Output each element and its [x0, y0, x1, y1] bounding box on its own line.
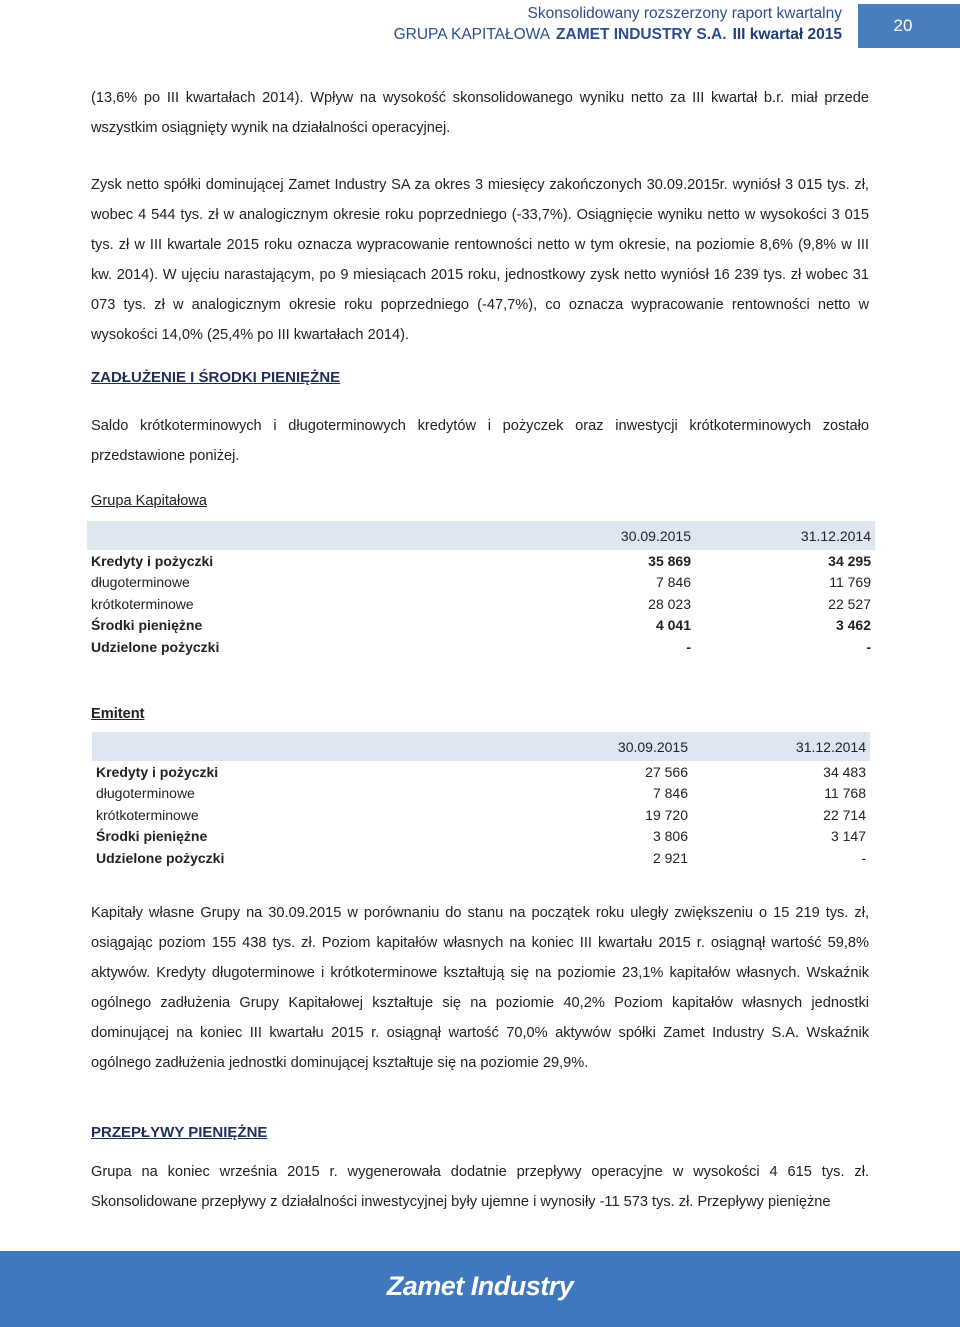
row-label: Udzielone pożyczki	[91, 638, 220, 655]
paragraph-operating-result: (13,6% po III kwartałach 2014). Wpływ na wysokość skonsolidowanego wyniku netto za III kwartał b.r. miał przede wszystkim osiągnięty wynik na działalności operacyjnej.	[91, 90, 869, 136]
table-header-row	[87, 521, 875, 550]
row-label: krótkoterminowe	[96, 806, 199, 823]
cell-value: 22 527	[828, 595, 871, 612]
cell-value: -	[686, 638, 691, 655]
cell-value: 27 566	[645, 763, 688, 780]
row-label: Udzielone pożyczki	[96, 849, 225, 866]
paragraph-cashflow: Grupa na koniec września 2015 r. wygenerowała dodatnie przepływy operacyjne w wysokości 4 615 tys. zł. Skonsolidowane przepływy z działalności inwestycyjnej były ujemne i wynosiły -11 573 tys. zł. Przepływy pieniężne	[91, 1164, 869, 1210]
table-row	[92, 804, 870, 826]
cell-value: 3 806	[652, 828, 688, 845]
cell-value: 11 769	[829, 574, 871, 591]
report-title: Skonsolidowany rozszerzony raport kwartalny	[527, 5, 842, 22]
paragraph-equity: Kapitały własne Grupy na 30.09.2015 w porównaniu do stanu na początek roku uległy zwiększeniu o 15 219 tys. zł, osiągając poziom 155 438 tys. zł. Poziom kapitałów własnych na koniec III kwartału 2015 r. osiągnął wartość 59,8% aktywów. Kredyty długoterminowe i krótkoterminowe kształtują się na poziomie 23,1% kapitałów własnych. Wskaźnik ogólnego zadłużenia Grupy Kapitałowej kształtuje się na poziomie 40,2% Poziom kapitałów własnych jednostki dominującej na koniec III kwartału 2015 r. osiągnął wartość 70,0% aktywów spółki Zamet Industry S.A. Wskaźnik ogólnego zadłużenia jednostki dominującej kształtuje się na poziomie 29,9%.	[91, 905, 869, 1071]
cell-value: 35 869	[648, 552, 691, 569]
column-header: 30.09.2015	[512, 732, 692, 761]
cell-value: 11 768	[824, 785, 866, 802]
group-debt-table	[87, 521, 875, 658]
table-header-row	[92, 732, 870, 761]
issuer-debt-table	[92, 732, 870, 869]
debt-cash-heading: ZADŁUŻENIE I ŚRODKI PIENIĘŻNE	[91, 369, 341, 386]
table-row	[92, 761, 870, 783]
company-logo: Zamet Industry	[386, 1271, 574, 1301]
cell-value: 28 023	[648, 595, 691, 612]
row-label: Kredyty i pożyczki	[91, 552, 214, 569]
row-label: długoterminowe	[91, 574, 190, 591]
cell-value: -	[861, 849, 866, 866]
cell-value: 7 846	[655, 574, 691, 591]
cell-value: 19 720	[645, 806, 688, 823]
column-header: 30.09.2015	[527, 521, 695, 550]
cell-value: 34 483	[823, 763, 866, 780]
row-label: długoterminowe	[96, 785, 195, 802]
cashflow-heading: PRZEPŁYWY PIENIĘŻNE	[91, 1124, 268, 1141]
column-header: 31.12.2014	[695, 521, 875, 550]
cell-value: 34 295	[828, 552, 871, 569]
table-row	[87, 615, 875, 637]
header-subtitle	[394, 26, 842, 44]
cell-value: 22 714	[823, 806, 866, 823]
cell-value: 3 462	[835, 617, 871, 634]
cell-value: 2 921	[652, 849, 688, 866]
group-table-subheading: Grupa Kapitałowa	[91, 493, 208, 509]
group-label: GRUPA KAPITAŁOWA	[393, 26, 551, 43]
company-name: ZAMET INDUSTRY S.A.	[556, 26, 727, 43]
issuer-table-subheading: Emitent	[91, 706, 145, 722]
cell-value: 3 147	[830, 828, 866, 845]
cell-value: -	[866, 638, 871, 655]
table-row	[87, 550, 875, 572]
table-row	[92, 847, 870, 869]
table-row	[92, 826, 870, 848]
table-row	[87, 636, 875, 658]
table-row	[87, 593, 875, 615]
paragraph-parent-net-profit: Zysk netto spółki dominującej Zamet Industry SA za okres 3 miesięcy zakończonych 30.09.2015r. wyniósł 3 015 tys. zł, wobec 4 544 tys. zł w analogicznym okresie roku poprzedniego (-33,7%). Osiągnięcie wyniku netto w wysokości 3 015 tys. zł w III kwartale 2015 roku oznacza wypracowanie rentowności netto w tym okresie, na poziomie 8,6% (9,8% w III kw. 2014). W ujęciu narastającym, po 9 miesiącach 2015 roku, jednostkowy zysk netto wyniósł 16 239 tys. zł wobec 31 073 tys. zł w analogicznym okresie roku poprzedniego (-47,7%), co oznacza wypracowanie rentowności netto w wysokości 14,0% (25,4% po III kwartałach 2014).	[91, 177, 869, 343]
row-label: Środki pieniężne	[96, 828, 208, 845]
page-number: 20	[858, 4, 960, 48]
paragraph-debt-intro: Saldo krótkoterminowych i długoterminowych kredytów i pożyczek oraz inwestycji krótkoterminowych zostało przedstawione poniżej.	[91, 418, 869, 464]
row-label: Środki pieniężne	[91, 617, 203, 634]
table-row	[87, 572, 875, 594]
row-label: Kredyty i pożyczki	[96, 763, 219, 780]
table-row	[92, 783, 870, 805]
quarter-label: III kwartał 2015	[732, 26, 842, 43]
row-label: krótkoterminowe	[91, 595, 194, 612]
cell-value: 7 846	[652, 785, 688, 802]
column-header: 31.12.2014	[692, 732, 870, 761]
cell-value: 4 041	[655, 617, 691, 634]
